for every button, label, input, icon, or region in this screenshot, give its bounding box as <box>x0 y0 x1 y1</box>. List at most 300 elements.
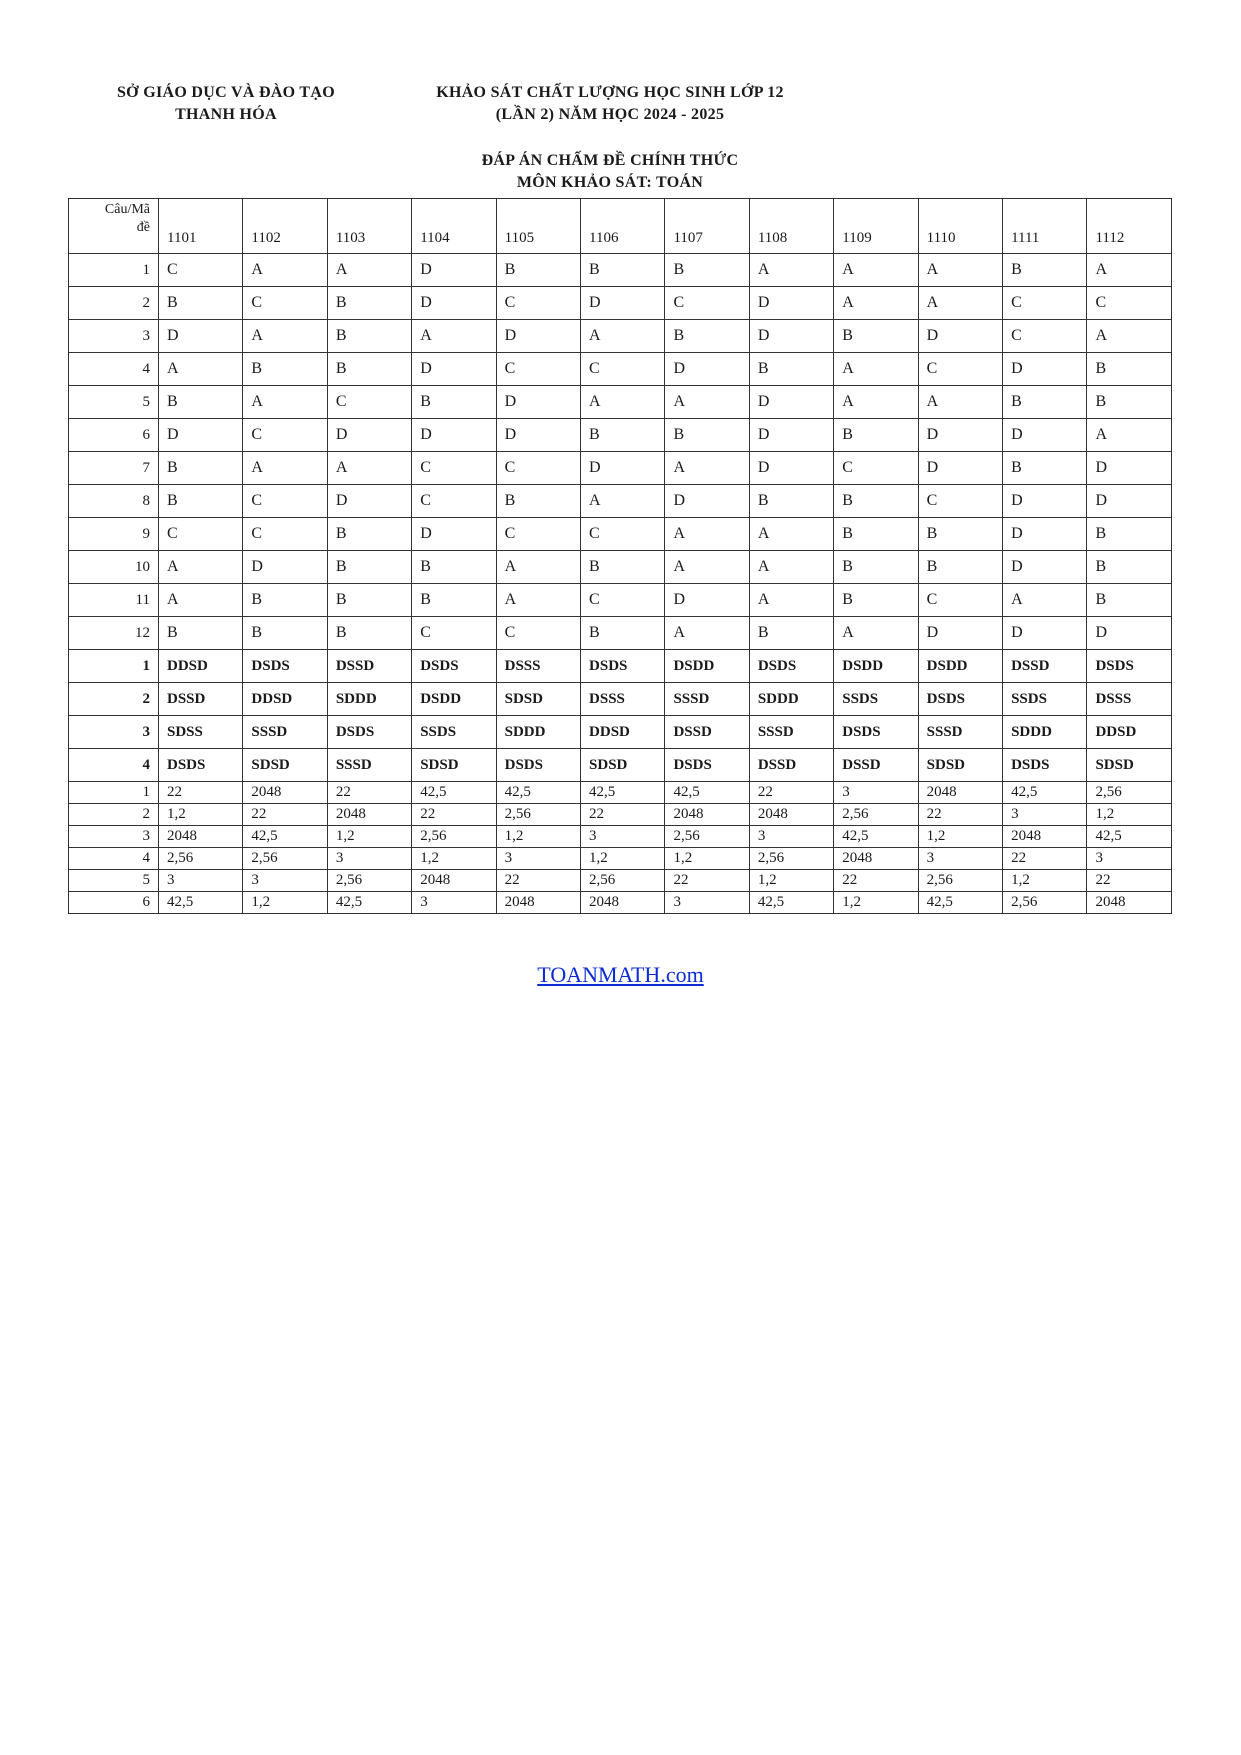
answer-cell: B <box>327 617 411 650</box>
answer-cell: DSDS <box>159 749 243 782</box>
answer-cell: A <box>665 386 749 419</box>
answer-cell: B <box>327 518 411 551</box>
question-number: 1 <box>69 254 159 287</box>
question-number: 5 <box>69 386 159 419</box>
answer-cell: 22 <box>749 782 833 804</box>
answer-cell: D <box>412 254 496 287</box>
answer-cell: D <box>243 551 327 584</box>
answer-cell: SDSD <box>412 749 496 782</box>
answer-cell: A <box>159 584 243 617</box>
answer-key-title <box>300 150 920 194</box>
answer-cell: D <box>159 320 243 353</box>
answer-cell: C <box>1003 320 1087 353</box>
answer-cell: B <box>159 452 243 485</box>
answer-cell: B <box>918 518 1002 551</box>
answer-cell: D <box>412 287 496 320</box>
answer-cell: B <box>159 287 243 320</box>
answer-cell: D <box>918 419 1002 452</box>
answer-cell: A <box>918 254 1002 287</box>
answer-cell: B <box>834 419 918 452</box>
subject-line: MÔN KHẢO SÁT: TOÁN <box>516 174 704 191</box>
answer-cell: 22 <box>496 870 580 892</box>
answer-cell: SSSD <box>327 749 411 782</box>
answer-cell: 1,2 <box>159 804 243 826</box>
answer-cell: D <box>1087 617 1172 650</box>
answer-cell: C <box>159 254 243 287</box>
question-number: 12 <box>69 617 159 650</box>
table-body <box>69 254 1172 914</box>
answer-cell: 42,5 <box>159 892 243 914</box>
answer-cell: C <box>159 518 243 551</box>
answer-cell: A <box>243 254 327 287</box>
answer-cell: A <box>327 254 411 287</box>
question-number: 1 <box>69 782 159 804</box>
answer-cell: 3 <box>1003 804 1087 826</box>
answer-cell: 2,56 <box>749 848 833 870</box>
answer-cell: C <box>918 353 1002 386</box>
answer-cell: D <box>1087 485 1172 518</box>
answer-key-title-line: ĐÁP ÁN CHẤM ĐỀ CHÍNH THỨC <box>481 152 739 169</box>
answer-cell: 22 <box>665 870 749 892</box>
answer-cell: DDSD <box>1087 716 1172 749</box>
answer-cell: A <box>749 584 833 617</box>
answer-cell: DSSD <box>665 716 749 749</box>
answer-cell: 1,2 <box>327 826 411 848</box>
answer-cell: 2,56 <box>1087 782 1172 804</box>
answer-cell: B <box>412 551 496 584</box>
answer-cell: B <box>834 551 918 584</box>
answer-cell: B <box>581 551 665 584</box>
answer-cell: DSSS <box>1087 683 1172 716</box>
question-number: 3 <box>69 716 159 749</box>
answer-cell: 22 <box>243 804 327 826</box>
answer-cell: 2048 <box>581 892 665 914</box>
true-false-row <box>69 749 1172 782</box>
answer-cell: B <box>412 584 496 617</box>
answer-cell: C <box>243 518 327 551</box>
answer-cell: D <box>581 452 665 485</box>
answer-cell: DSDS <box>327 716 411 749</box>
answer-cell: C <box>496 287 580 320</box>
answer-cell: 1,2 <box>496 826 580 848</box>
answer-cell: A <box>496 551 580 584</box>
answer-cell: 42,5 <box>918 892 1002 914</box>
answer-cell: 22 <box>918 804 1002 826</box>
answer-cell: 3 <box>159 870 243 892</box>
answer-cell: A <box>749 518 833 551</box>
exam-header <box>390 82 830 126</box>
answer-cell: D <box>749 452 833 485</box>
answer-cell: B <box>159 485 243 518</box>
answer-cell: D <box>327 485 411 518</box>
answer-cell: 1,2 <box>243 892 327 914</box>
answer-cell: SSSD <box>665 683 749 716</box>
question-number: 2 <box>69 287 159 320</box>
answer-cell: B <box>581 254 665 287</box>
exam-code-header: 1111 <box>1003 199 1087 254</box>
answer-cell: 22 <box>581 804 665 826</box>
answer-cell: DSDS <box>918 683 1002 716</box>
answer-cell: D <box>496 419 580 452</box>
question-number: 2 <box>69 804 159 826</box>
answer-cell: B <box>749 485 833 518</box>
short-answer-row <box>69 826 1172 848</box>
answer-cell: D <box>1003 617 1087 650</box>
answer-cell: B <box>243 353 327 386</box>
answer-cell: D <box>327 419 411 452</box>
answer-cell: 2,56 <box>159 848 243 870</box>
exam-code-header: 1106 <box>581 199 665 254</box>
answer-cell: B <box>1087 518 1172 551</box>
answer-cell: 3 <box>749 826 833 848</box>
answer-cell: B <box>496 254 580 287</box>
answer-cell: A <box>834 386 918 419</box>
answer-cell: A <box>665 518 749 551</box>
answer-cell: DSDS <box>1087 650 1172 683</box>
answer-cell: SDDD <box>749 683 833 716</box>
answer-cell: 1,2 <box>665 848 749 870</box>
answer-cell: A <box>665 452 749 485</box>
answer-cell: B <box>327 320 411 353</box>
answer-cell: B <box>749 353 833 386</box>
answer-cell: 3 <box>496 848 580 870</box>
answer-cell: B <box>834 518 918 551</box>
answer-cell: 2048 <box>834 848 918 870</box>
answer-cell: B <box>159 386 243 419</box>
answer-cell: D <box>918 452 1002 485</box>
multiple-choice-row <box>69 254 1172 287</box>
question-number: 7 <box>69 452 159 485</box>
answer-cell: B <box>1003 254 1087 287</box>
answer-cell: 22 <box>327 782 411 804</box>
answer-cell: D <box>1003 419 1087 452</box>
answer-cell: 42,5 <box>496 782 580 804</box>
answer-cell: SDDD <box>327 683 411 716</box>
answer-cell: C <box>581 584 665 617</box>
answer-cell: B <box>327 584 411 617</box>
corner-label-bottom: đề <box>136 220 150 235</box>
multiple-choice-row <box>69 353 1172 386</box>
answer-cell: B <box>581 419 665 452</box>
exam-code-header: 1102 <box>243 199 327 254</box>
answer-cell: C <box>1087 287 1172 320</box>
answer-cell: A <box>749 551 833 584</box>
answer-cell: A <box>243 452 327 485</box>
exam-year-line: (LẦN 2) NĂM HỌC 2024 - 2025 <box>495 106 725 123</box>
answer-cell: A <box>159 551 243 584</box>
answer-cell: 3 <box>243 870 327 892</box>
answer-cell: 1,2 <box>412 848 496 870</box>
answer-cell: 2,56 <box>412 826 496 848</box>
answer-cell: 42,5 <box>581 782 665 804</box>
question-number: 8 <box>69 485 159 518</box>
answer-cell: 2048 <box>496 892 580 914</box>
true-false-row <box>69 716 1172 749</box>
exam-code-header: 1103 <box>327 199 411 254</box>
department-header <box>86 82 366 126</box>
answer-cell: 42,5 <box>1087 826 1172 848</box>
answer-cell: A <box>243 386 327 419</box>
answer-cell: B <box>1003 386 1087 419</box>
answer-cell: D <box>749 287 833 320</box>
answer-cell: D <box>159 419 243 452</box>
corner-label-top: Câu/Mã <box>104 202 150 217</box>
answer-table <box>68 198 1172 914</box>
answer-cell: B <box>834 320 918 353</box>
answer-cell: A <box>412 320 496 353</box>
answer-cell: B <box>665 419 749 452</box>
exam-code-header: 1101 <box>159 199 243 254</box>
answer-cell: B <box>665 254 749 287</box>
answer-cell: 3 <box>665 892 749 914</box>
answer-cell: 2,56 <box>496 804 580 826</box>
answer-cell: 22 <box>834 870 918 892</box>
answer-cell: B <box>581 617 665 650</box>
question-number: 11 <box>69 584 159 617</box>
answer-cell: 1,2 <box>834 892 918 914</box>
answer-cell: SSDS <box>412 716 496 749</box>
answer-cell: C <box>834 452 918 485</box>
answer-cell: SSDS <box>834 683 918 716</box>
question-number: 2 <box>69 683 159 716</box>
answer-cell: B <box>412 386 496 419</box>
answer-cell: B <box>1087 386 1172 419</box>
answer-cell: A <box>581 320 665 353</box>
answer-cell: C <box>496 518 580 551</box>
answer-cell: C <box>581 353 665 386</box>
answer-cell: 3 <box>834 782 918 804</box>
answer-cell: C <box>243 485 327 518</box>
answer-cell: 42,5 <box>327 892 411 914</box>
question-number: 6 <box>69 419 159 452</box>
answer-cell: D <box>412 419 496 452</box>
answer-cell: DSSD <box>749 749 833 782</box>
question-number: 4 <box>69 749 159 782</box>
answer-cell: SSSD <box>243 716 327 749</box>
question-number: 10 <box>69 551 159 584</box>
answer-cell: C <box>1003 287 1087 320</box>
short-answer-row <box>69 804 1172 826</box>
answer-cell: A <box>918 386 1002 419</box>
answer-cell: A <box>834 287 918 320</box>
answer-cell: DSDS <box>834 716 918 749</box>
answer-cell: B <box>327 353 411 386</box>
answer-cell: D <box>1003 518 1087 551</box>
answer-cell: C <box>581 518 665 551</box>
multiple-choice-row <box>69 485 1172 518</box>
answer-cell: B <box>159 617 243 650</box>
answer-cell: 42,5 <box>412 782 496 804</box>
answer-cell: DSDD <box>412 683 496 716</box>
short-answer-row <box>69 892 1172 914</box>
answer-cell: C <box>918 584 1002 617</box>
answer-cell: D <box>665 485 749 518</box>
answer-cell: DDSD <box>243 683 327 716</box>
answer-cell: C <box>243 287 327 320</box>
answer-cell: DSSD <box>327 650 411 683</box>
answer-cell: A <box>834 353 918 386</box>
question-number: 5 <box>69 870 159 892</box>
question-number: 4 <box>69 353 159 386</box>
answer-cell: SSSD <box>749 716 833 749</box>
exam-code-header: 1109 <box>834 199 918 254</box>
answer-cell: A <box>834 617 918 650</box>
answer-cell: DSDS <box>581 650 665 683</box>
answer-cell: B <box>1087 551 1172 584</box>
answer-cell: DDSD <box>159 650 243 683</box>
multiple-choice-row <box>69 551 1172 584</box>
table-header-row <box>69 199 1172 254</box>
answer-cell: SDSD <box>243 749 327 782</box>
answer-cell: C <box>496 353 580 386</box>
answer-cell: 2048 <box>918 782 1002 804</box>
answer-cell: D <box>1003 353 1087 386</box>
answer-cell: DSDD <box>834 650 918 683</box>
answer-cell: DSDS <box>412 650 496 683</box>
answer-cell: 3 <box>412 892 496 914</box>
answer-cell: 2048 <box>243 782 327 804</box>
answer-cell: 3 <box>1087 848 1172 870</box>
question-number: 6 <box>69 892 159 914</box>
answer-cell: A <box>1087 254 1172 287</box>
answer-cell: A <box>665 551 749 584</box>
exam-code-header: 1112 <box>1087 199 1172 254</box>
answer-cell: DSDS <box>749 650 833 683</box>
answer-cell: 22 <box>1087 870 1172 892</box>
question-number: 1 <box>69 650 159 683</box>
answer-cell: C <box>412 617 496 650</box>
answer-cell: 22 <box>159 782 243 804</box>
multiple-choice-row <box>69 419 1172 452</box>
answer-cell: 3 <box>327 848 411 870</box>
short-answer-row <box>69 848 1172 870</box>
short-answer-row <box>69 870 1172 892</box>
answer-cell: D <box>412 518 496 551</box>
exam-code-header: 1107 <box>665 199 749 254</box>
answer-cell: A <box>159 353 243 386</box>
answer-cell: 3 <box>918 848 1002 870</box>
toanmath-link[interactable]: TOANMATH.com <box>537 962 704 987</box>
answer-cell: DSSD <box>834 749 918 782</box>
answer-cell: C <box>327 386 411 419</box>
answer-cell: C <box>918 485 1002 518</box>
answer-cell: 22 <box>1003 848 1087 870</box>
answer-cell: B <box>1003 452 1087 485</box>
answer-cell: 42,5 <box>1003 782 1087 804</box>
answer-cell: B <box>834 584 918 617</box>
multiple-choice-row <box>69 287 1172 320</box>
answer-cell: SDSS <box>159 716 243 749</box>
answer-cell: D <box>1003 551 1087 584</box>
corner-cell <box>69 199 159 254</box>
answer-cell: B <box>496 485 580 518</box>
answer-cell: D <box>496 320 580 353</box>
answer-cell: DSDS <box>496 749 580 782</box>
answer-cell: B <box>1087 353 1172 386</box>
multiple-choice-row <box>69 617 1172 650</box>
answer-cell: A <box>581 485 665 518</box>
answer-cell: DSDS <box>665 749 749 782</box>
answer-cell: SDSD <box>581 749 665 782</box>
exam-title-line: KHẢO SÁT CHẤT LƯỢNG HỌC SINH LỚP 12 <box>436 84 784 101</box>
answer-cell: DSDD <box>918 650 1002 683</box>
answer-cell: A <box>834 254 918 287</box>
province-line: THANH HÓA <box>175 106 277 123</box>
answer-cell: 1,2 <box>1087 804 1172 826</box>
answer-cell: 42,5 <box>749 892 833 914</box>
answer-cell: D <box>918 617 1002 650</box>
answer-cell: DSDS <box>243 650 327 683</box>
answer-cell: 2,56 <box>581 870 665 892</box>
answer-cell: B <box>665 320 749 353</box>
department-line: SỞ GIÁO DỤC VÀ ĐÀO TẠO <box>116 84 336 101</box>
answer-cell: D <box>412 353 496 386</box>
answer-cell: 1,2 <box>1003 870 1087 892</box>
answer-cell: D <box>1087 452 1172 485</box>
answer-cell: SSDS <box>1003 683 1087 716</box>
answer-cell: DSSD <box>1003 650 1087 683</box>
answer-cell: DSDD <box>665 650 749 683</box>
answer-cell: 1,2 <box>581 848 665 870</box>
answer-cell: 2,56 <box>834 804 918 826</box>
answer-cell: SDSD <box>496 683 580 716</box>
answer-cell: 2,56 <box>327 870 411 892</box>
question-number: 3 <box>69 320 159 353</box>
answer-cell: 2048 <box>1087 892 1172 914</box>
question-number: 4 <box>69 848 159 870</box>
answer-cell: C <box>243 419 327 452</box>
exam-code-header: 1104 <box>412 199 496 254</box>
answer-cell: D <box>749 419 833 452</box>
answer-cell: 2048 <box>665 804 749 826</box>
answer-cell: A <box>243 320 327 353</box>
answer-cell: A <box>1087 419 1172 452</box>
answer-cell: A <box>496 584 580 617</box>
answer-cell: 42,5 <box>243 826 327 848</box>
answer-cell: 2048 <box>159 826 243 848</box>
short-answer-row <box>69 782 1172 804</box>
answer-cell: D <box>1003 485 1087 518</box>
answer-cell: D <box>749 386 833 419</box>
answer-cell: DSSD <box>159 683 243 716</box>
answer-cell: SSSD <box>918 716 1002 749</box>
answer-cell: SDSD <box>918 749 1002 782</box>
answer-cell: SDDD <box>1003 716 1087 749</box>
answer-cell: 2,56 <box>243 848 327 870</box>
answer-cell: B <box>327 287 411 320</box>
answer-cell: DSSS <box>581 683 665 716</box>
answer-cell: 2048 <box>327 804 411 826</box>
answer-cell: D <box>749 320 833 353</box>
multiple-choice-row <box>69 452 1172 485</box>
answer-cell: B <box>834 485 918 518</box>
answer-cell: A <box>327 452 411 485</box>
answer-cell: A <box>665 617 749 650</box>
answer-cell: 2,56 <box>918 870 1002 892</box>
answer-cell: A <box>581 386 665 419</box>
answer-cell: C <box>412 452 496 485</box>
true-false-row <box>69 650 1172 683</box>
answer-cell: B <box>327 551 411 584</box>
answer-cell: 2048 <box>412 870 496 892</box>
answer-cell: 1,2 <box>749 870 833 892</box>
exam-code-header: 1108 <box>749 199 833 254</box>
answer-cell: SDSD <box>1087 749 1172 782</box>
answer-cell: 3 <box>581 826 665 848</box>
answer-cell: A <box>918 287 1002 320</box>
answer-cell: D <box>496 386 580 419</box>
answer-cell: D <box>918 320 1002 353</box>
